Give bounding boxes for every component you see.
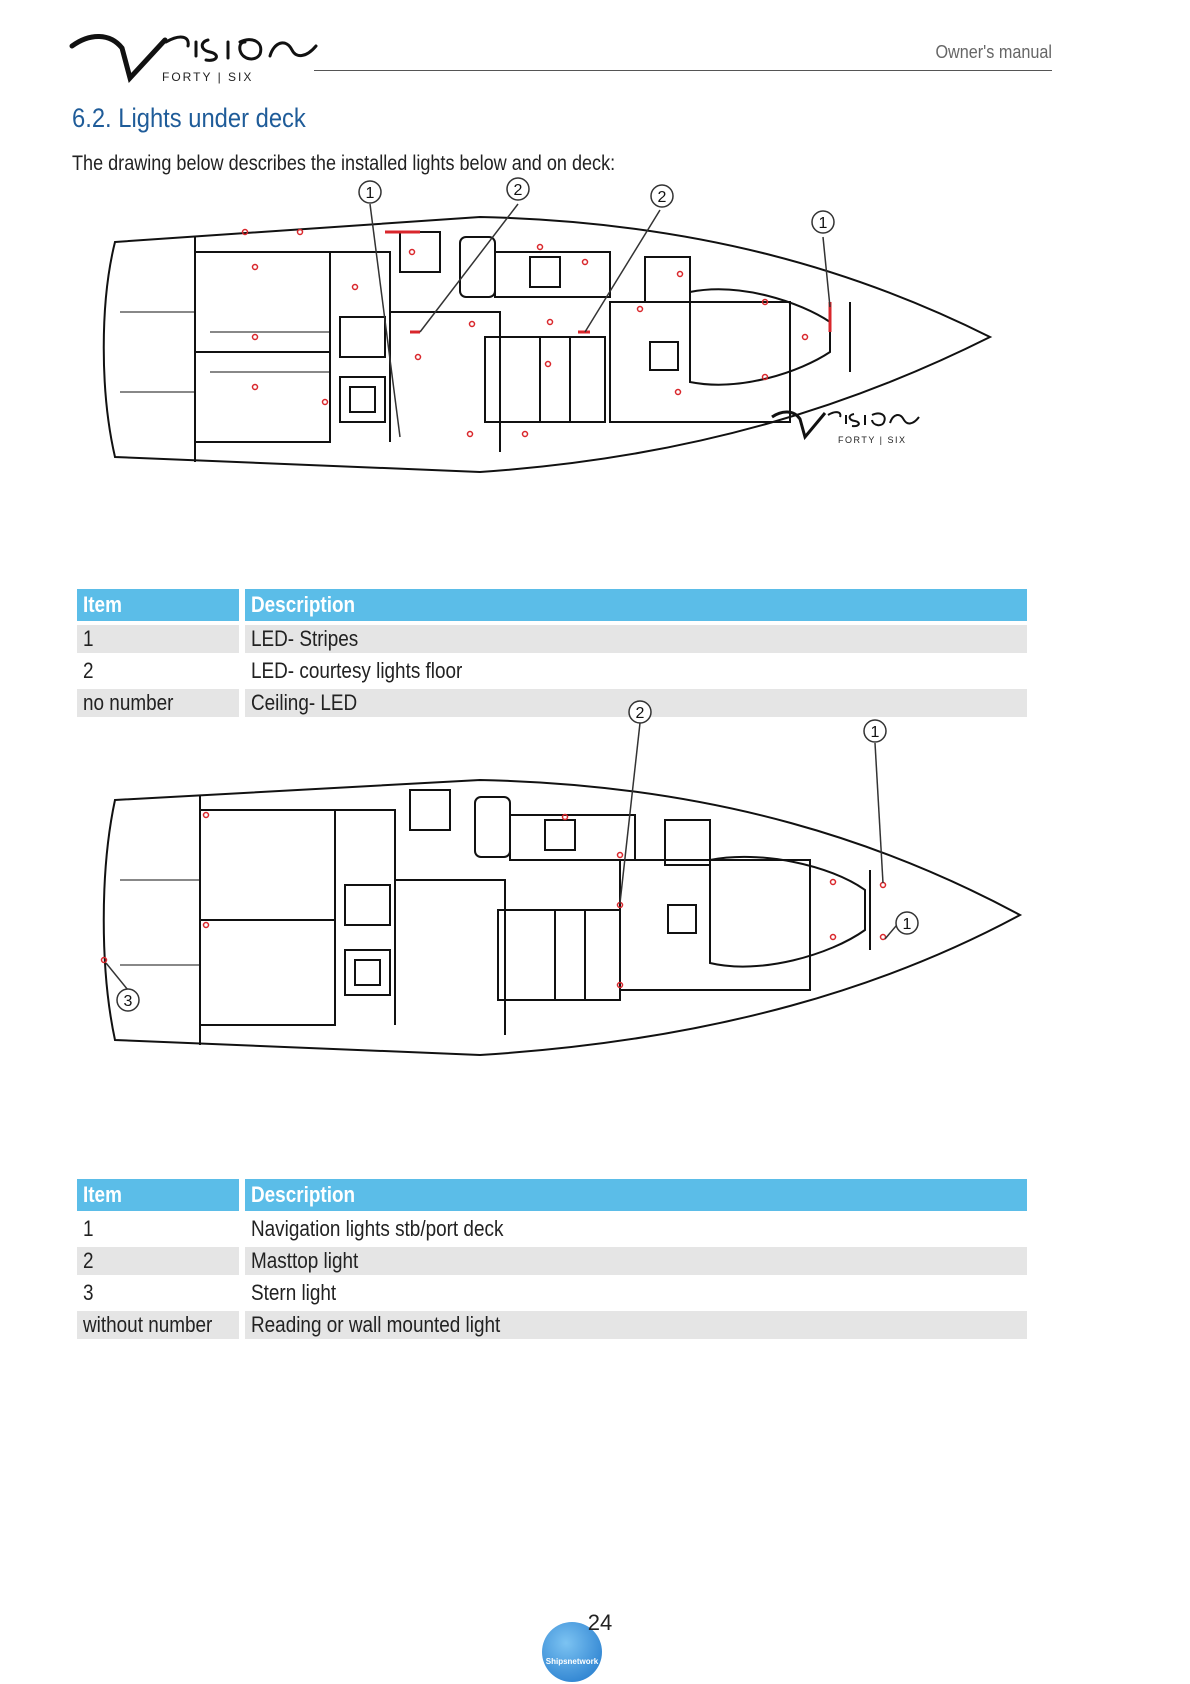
callout-2b-label: 2 [657, 189, 667, 206]
callout-2-label: 2 [513, 182, 523, 199]
badge-text: Shipsnetwork [545, 1657, 599, 1666]
drawing-logo [772, 412, 919, 445]
description-cell: LED- courtesy lights floor [251, 658, 463, 683]
intro-text: The drawing below describes the installed lights below and on deck: [72, 152, 616, 175]
item-column-header: Item [77, 589, 245, 621]
header-rule [314, 70, 1052, 71]
item-cell: 1 [77, 1215, 245, 1243]
below-deck-drawing [100, 182, 1040, 512]
section-title: 6.2. Lights under deck [72, 103, 306, 133]
table-row [77, 1247, 1027, 1275]
logo-subtitle: FORTY | SIX [162, 70, 254, 84]
table-row [77, 689, 1027, 717]
table-row [77, 1279, 1027, 1307]
page-number: 24 [587, 1610, 613, 1635]
item-cell: without number [77, 1311, 245, 1339]
lights-on-deck-table [77, 1175, 1027, 1343]
description-cell: Reading or wall mounted light [245, 1311, 1027, 1339]
lights-below-deck-table [77, 585, 1027, 721]
item-column-header: Item [77, 1179, 245, 1211]
description-cell: Ceiling- LED [245, 689, 1027, 717]
callout-2-label: 2 [635, 705, 645, 722]
description-cell: Stern light [251, 1280, 337, 1305]
drawing-logo-subtitle: FORTY | SIX [838, 435, 907, 445]
table-row [77, 1215, 1027, 1243]
on-deck-drawing [100, 705, 1040, 1095]
table-row [77, 657, 1027, 685]
callout-1-label: 1 [365, 185, 375, 202]
table-row [77, 625, 1027, 653]
callout-1b-label: 1 [818, 215, 828, 232]
callout-3-label: 3 [123, 993, 133, 1010]
item-cell: 1 [77, 625, 245, 653]
description-cell: LED- Stripes [245, 625, 1027, 653]
table-row [77, 1311, 1027, 1339]
callout-1b-label: 1 [902, 916, 912, 933]
table-header-row [77, 589, 1027, 621]
description-column-header: Description [245, 589, 1027, 621]
description-cell: Navigation lights stb/port deck [251, 1216, 504, 1241]
item-cell: 2 [77, 1247, 245, 1275]
manual-label: Owner's manual [935, 42, 1052, 62]
item-cell: 2 [77, 657, 245, 685]
callout-markers [359, 178, 834, 437]
description-column-header: Description [245, 1179, 1027, 1211]
table-header-row [77, 1179, 1027, 1211]
description-cell: Masttop light [245, 1247, 1027, 1275]
callout-markers [106, 701, 918, 1011]
item-cell: no number [77, 689, 245, 717]
callout-1-label: 1 [870, 724, 880, 741]
item-cell: 3 [77, 1279, 245, 1307]
